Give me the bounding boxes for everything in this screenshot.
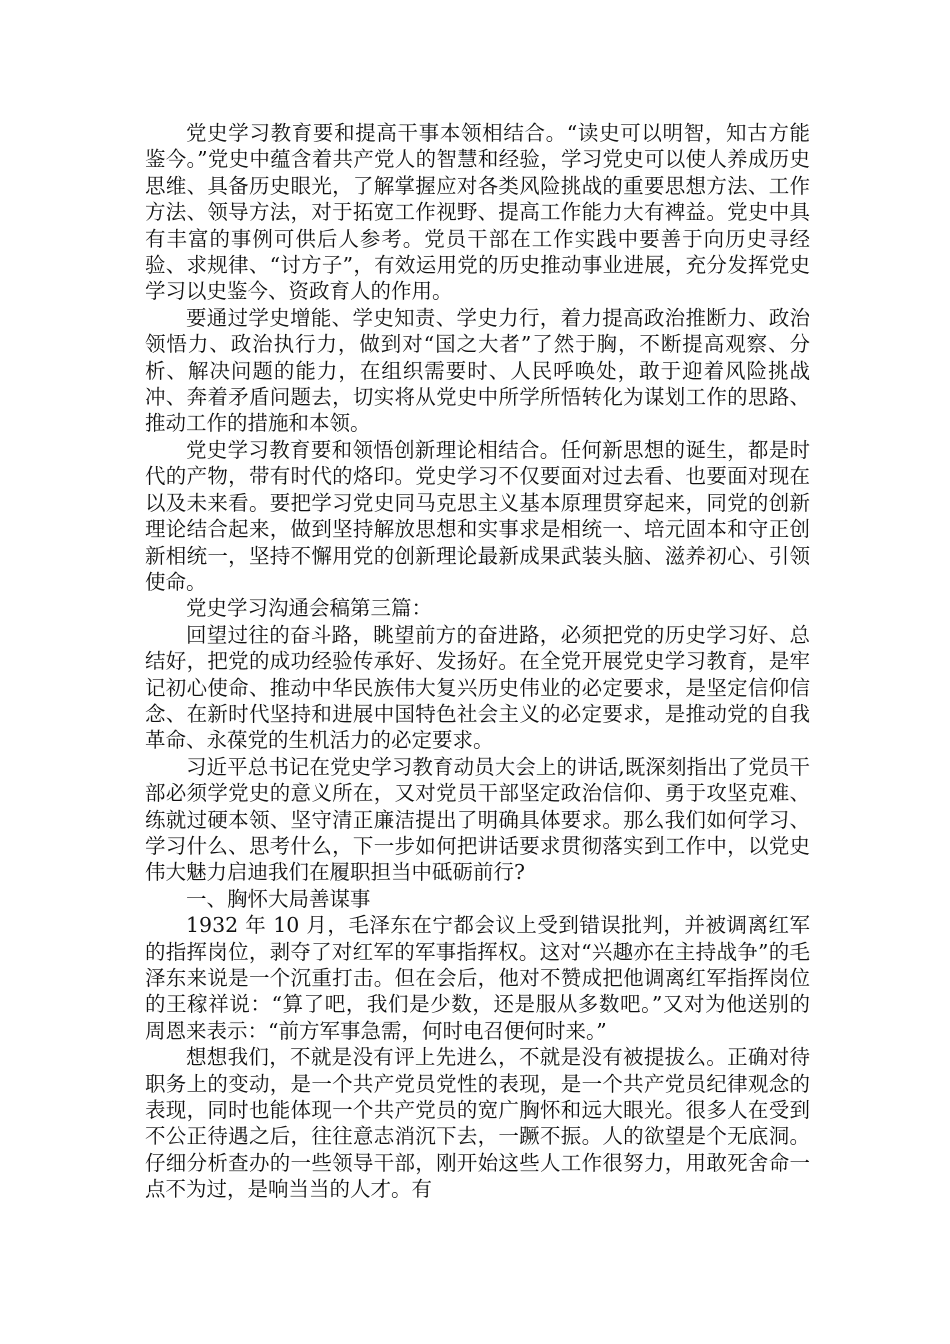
- section-heading-1: 一、胸怀大局善谋事: [186, 886, 371, 911]
- paragraph-9: 想想我们，不就是没有评上先进么，不就是没有被提拔么。正确对待职务上的变动，是一个共产党员党性的表现，是一个共产党员纪律观念的表现，同时也能体现一个共产党员的宽广胸怀和远大眼光。很多人在受到不公正待遇之后，往往意志消沉下去，一蹶不振。人的欲望是个无底洞。仔细分析查办的一些领导干部，刚开始这些人工作很努力，用敢死舍命一点不为过，是响当当的人才。有: [145, 1045, 810, 1202]
- section-title-third-article: 党史学习沟通会稿第三篇：: [186, 596, 432, 621]
- paragraph-6: 习近平总书记在党史学习教育动员大会上的讲话,既深刻指出了党员干部必须学党史的意义所在，又对党员干部坚定政治信仰、勇于攻坚克难、练就过硬本领、坚守清正廉洁提出了明确具体要求。那么我们如何学习、学习什么、思考什么，下一步如何把讲话要求贯彻落实到工作中，以党史伟大魅力启迪我们在履职担当中砥砺前行?: [145, 754, 810, 885]
- paragraph-8: 1932 年 10 月，毛泽东在宁都会议上受到错误批判，并被调离红军的指挥岗位，剥夺了对红军的军事指挥权。这对“兴趣亦在主持战争”的毛泽东来说是一个沉重打击。但在会后，他对不赞成把他调离红军指挥岗位的王稼祥说：“算了吧，我们是少数，还是服从多数吧。”又对为他送别的周恩来表示：“前方军事急需，何时电召便何时来。”: [145, 913, 810, 1043]
- paragraph-2: 要通过学史增能、学史知责、学史力行，着力提高政治推断力、政治领悟力、政治执行力，做到对“国之大者”了然于胸，不断提高观察、分析、解决问题的能力，在组织需要时、人民呼唤处，敢于迎着风险挑战冲、奔着矛盾问题去，切实将从党史中所学所悟转化为谋划工作的思路、推动工作的措施和本领。: [145, 305, 810, 436]
- paragraph-5: 回望过往的奋斗路，眺望前方的奋进路，必须把党的历史学习好、总结好，把党的成功经验传承好、发扬好。在全党开展党史学习教育，是牢记初心使命、推动中华民族伟大复兴历史伟业的必定要求，是坚定信仰信念、在新时代坚持和进展中国特色社会主义的必定要求，是推动党的自我革命、永葆党的生机活力的必定要求。: [145, 622, 810, 753]
- document-body: [145, 120, 810, 1203]
- paragraph-3: 党史学习教育要和领悟创新理论相结合。任何新思想的诞生，都是时代的产物，带有时代的烙印。党史学习不仅要面对过去看、也要面对现在以及未来看。要把学习党史同马克思主义基本原理贯穿起来，同党的创新理论结合起来，做到坚持解放思想和实事求是相统一、培元固本和守正创新相统一，坚持不懈用党的创新理论最新成果武装头脑、滋养初心、引领使命。: [145, 437, 810, 594]
- paragraph-1: 党史学习教育要和提高干事本领相结合。“读史可以明智，知古方能鉴今。”党史中蕴含着共产党人的智慧和经验，学习党史可以使人养成历史思维、具备历史眼光，了解掌握应对各类风险挑战的重要思想方法、工作方法、领导方法，对于拓宽工作视野、提高工作能力大有裨益。党史中具有丰富的事例可供后人参考。党员干部在工作实践中要善于向历史寻经验、求规律、“讨方子”，有效运用党的历史推动事业进展，充分发挥党史学习以史鉴今、资政育人的作用。: [145, 121, 810, 304]
